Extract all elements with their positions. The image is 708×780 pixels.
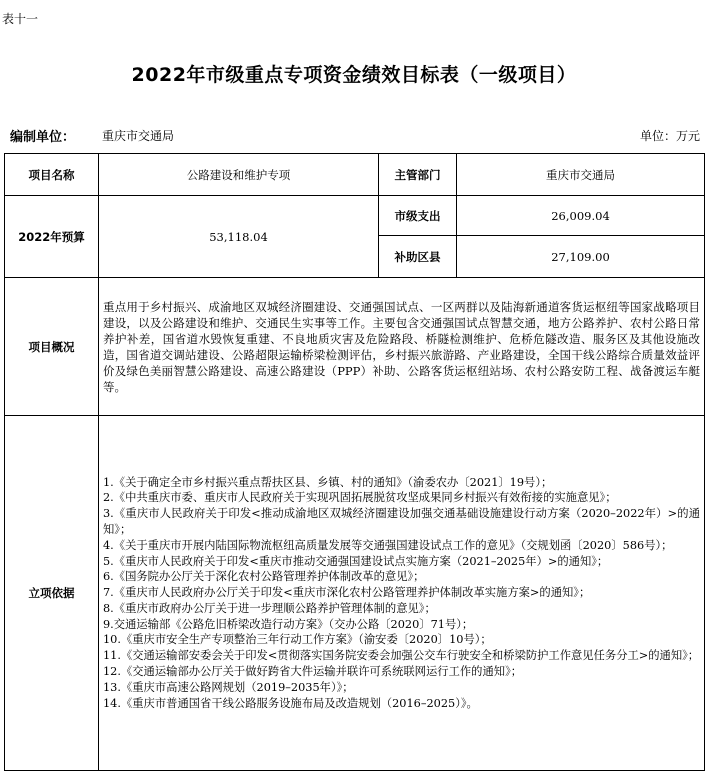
table-row <box>5 278 705 416</box>
project-name-key: 项目名称 <box>5 154 99 196</box>
list-item: 6.《国务院办公厅关于深化农村公路管理养护体制改革的意见》； <box>103 570 425 584</box>
city-expense-key: 市级支出 <box>379 196 457 236</box>
table-row <box>5 196 705 236</box>
list-item: 3.《重庆市人民政府关于印发<推动成渝地区双城经济圈建设加强交通基础设施建设行动方案（2020–2022年）>的通知》； <box>103 507 700 536</box>
budget-total: 53,118.04 <box>99 196 379 278</box>
basis-list <box>99 416 705 771</box>
county-subsidy-value: 27,109.00 <box>457 236 705 278</box>
list-item: 4.《关于重庆市开展内陆国际物流枢纽高质量发展等交通强国建设试点工作的意见》（交规划函〔2020〕586号）； <box>103 538 673 552</box>
project-name-value: 公路建设和维护专项 <box>99 154 379 196</box>
list-item: 7.《重庆市人民政府办公厅关于印发<重庆市深化农村公路管理养护体制改革实施方案>的通知》； <box>103 586 591 600</box>
county-subsidy-key: 补助区县 <box>379 236 457 278</box>
list-item: 14.《重庆市普通国省干线公路服务设施布局及改造规划（2016–2025）》。 <box>103 696 478 710</box>
list-item: 13.《重庆市高速公路网规划（2019–2035年）》； <box>103 680 354 694</box>
list-item: 12.《交通运输部办公厅关于做好跨省大件运输并联许可系统联网运行工作的通知》； <box>103 665 523 679</box>
table-row <box>5 154 705 196</box>
list-item: 5.《重庆市人民政府关于印发<重庆市推动交通强国建设试点实施方案（2021–2025年）>的通知》； <box>103 554 609 568</box>
performance-target-table <box>4 153 705 771</box>
unit-label: 单位：万元 <box>639 129 700 143</box>
list-item: 11.《交通运输部安委会关于印发<贯彻落实国务院安委会加强公交车行驶安全和桥梁防护工作意见任务分工>的通知》； <box>103 649 700 663</box>
page-title: 2022年市级重点专项资金绩效目标表（一级项目） <box>131 64 577 86</box>
list-item: 9.交通运输部《公路危旧桥梁改造行动方案》（交办公路〔2020〕71号）； <box>103 617 474 631</box>
basis-key: 立项依据 <box>5 416 99 771</box>
overview-key: 项目概况 <box>5 278 99 416</box>
org-key: 编制单位： <box>10 130 76 145</box>
list-item: 1.《关于确定全市乡村振兴重点帮扶区县、乡镇、村的通知》（渝委农办〔2021〕19号）； <box>103 475 553 489</box>
overview-text: 重点用于乡村振兴、成渝地区双城经济圈建设、交通强国试点、一区两群以及陆海新通道客货运枢纽等国家战略项目建设，以及公路建设和维护、交通民生实事等工作。主要包含交通强国试点智慧交通，地方公路养护、农村公路日常养护补差，国省道水毁恢复重建、不良地质灾害及危险路段、桥隧检测维护、危桥危隧改造、服务区及其他设施改造，国省道交调站建设、公路超限运输桥梁检测评估，乡村振兴旅游路、产业路建设，全国干线公路综合质量效益评价及绿色美丽智慧公路建设、高速公路建设（PPP）补助、公路客货运枢纽站场、农村公路安防工程、战备渡运车艇等。 <box>99 278 705 416</box>
list-item: 10.《重庆市安全生产专项整治三年行动工作方案》（渝安委〔2020〕10号）； <box>103 633 492 647</box>
budget-key: 2022年预算 <box>5 196 99 278</box>
dept-key: 主管部门 <box>379 154 457 196</box>
list-item: 2.《中共重庆市委、重庆市人民政府关于实现巩固拓展脱贫攻坚成果同乡村振兴有效衔接的实施意见》； <box>103 491 617 505</box>
list-item: 8.《重庆市政府办公厅关于进一步理顺公路养护管理体制的意见》； <box>103 601 436 615</box>
org-value: 重庆市交通局 <box>102 129 175 143</box>
document-label: 表十一 <box>2 12 39 26</box>
dept-value: 重庆市交通局 <box>457 154 705 196</box>
table-row <box>5 416 705 771</box>
org-unit-row <box>0 126 708 146</box>
city-expense-value: 26,009.04 <box>457 196 705 236</box>
